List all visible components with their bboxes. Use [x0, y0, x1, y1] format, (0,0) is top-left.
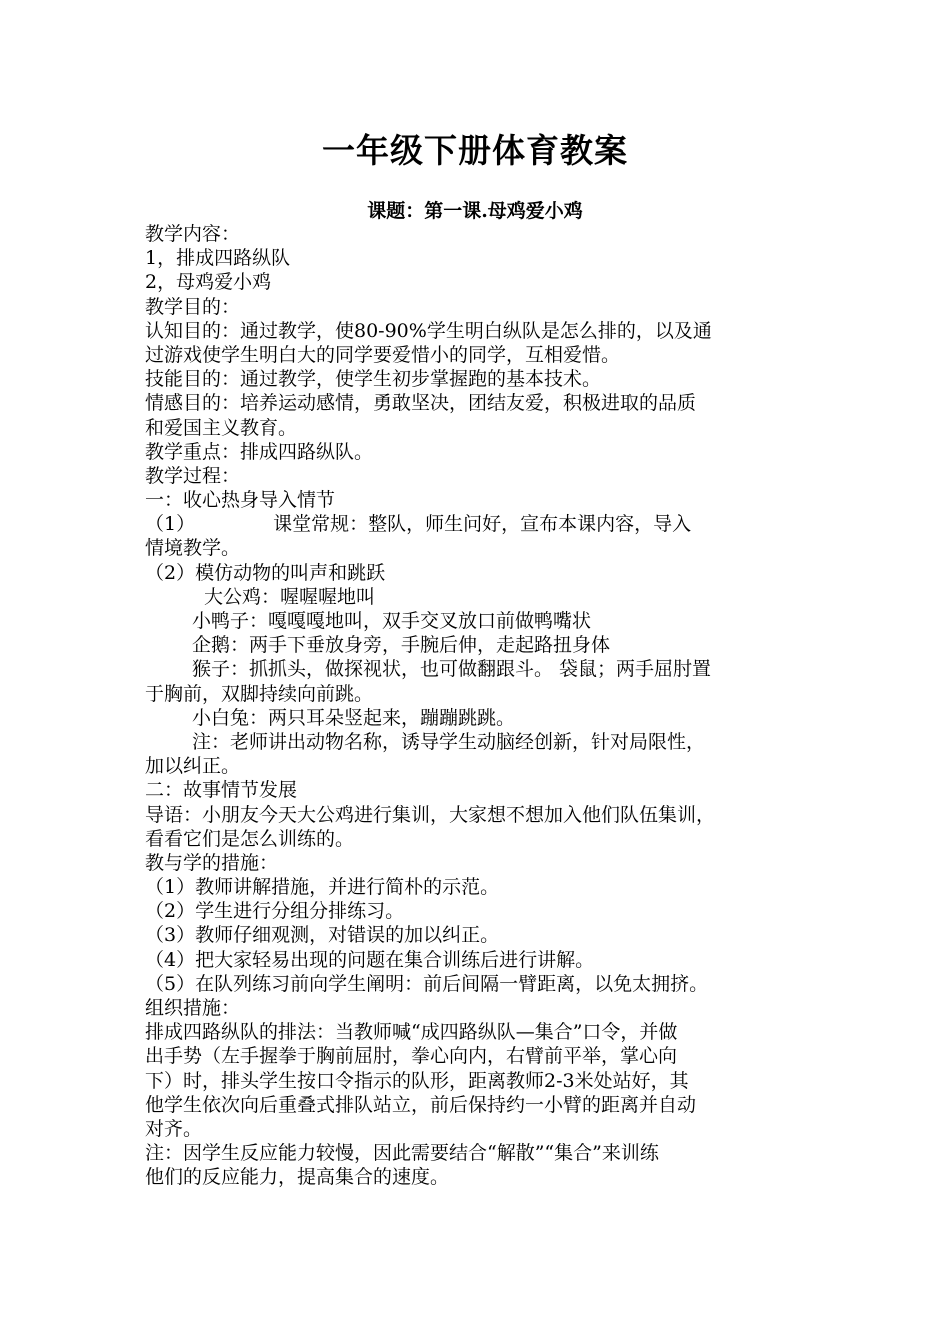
text-line: 和爱国主义教育。: [145, 416, 298, 439]
text-line: 教与学的措施：: [145, 851, 279, 874]
text-line: 一：收心热身导入情节: [145, 489, 336, 512]
text-line: （3）教师仔细观测，对错误的加以纠正。: [145, 924, 500, 947]
document-title: 一年级下册体育教案: [322, 131, 628, 170]
text-line: 大公鸡：喔喔喔地叫: [204, 585, 376, 608]
text-line: 二：故事情节发展: [145, 779, 298, 802]
text-line: （1）教师讲解措施，并进行简朴的示范。: [145, 876, 500, 899]
text-line: 情感目的：培养运动感情，勇敢坚决，团结友爱，积极进取的品质: [145, 392, 697, 415]
text-line: 导语：小朋友今天大公鸡进行集训，大家想不想加入他们队伍集训，: [145, 803, 716, 826]
text-line: 他学生依次向后重叠式排队站立，前后保持约一小臂的距离并自动: [145, 1093, 697, 1116]
lesson-subtitle: 课题：第一课.母鸡爱小鸡: [367, 200, 583, 222]
text-line: （5）在队列练习前向学生阐明：前后间隔一臂距离，以免太拥挤。: [145, 972, 709, 995]
text-line: 教学目的：: [145, 295, 241, 318]
document-body: [145, 222, 815, 1190]
text-line: 企鹅：两手下垂放身旁，手腕后伸，走起路扭身体: [192, 634, 611, 657]
text-line: 组织措施：: [145, 997, 241, 1019]
text-line: （4）把大家轻易出现的问题在集合训练后进行讲解。: [145, 948, 595, 971]
item-text: 课堂常规：整队，师生问好，宣布本课内容，导入: [273, 513, 692, 536]
text-line: （2）学生进行分组分排练习。: [145, 900, 405, 923]
text-line: 情境教学。: [145, 537, 241, 560]
text-line: 教学内容：: [145, 223, 241, 245]
text-line: 技能目的：通过教学，使学生初步掌握跑的基本技术。: [145, 368, 602, 391]
text-line: 注：因学生反应能力较慢，因此需要结合“解散”“集合”来训练: [145, 1142, 659, 1165]
text-line: 他们的反应能力，提高集合的速度。: [145, 1166, 450, 1189]
text-line: 教学重点：排成四路纵队。: [145, 440, 374, 463]
item-number: （1）: [145, 513, 196, 536]
text-line: 注：老师讲出动物名称，诱导学生动脑经创新，针对局限性，: [192, 730, 706, 753]
text-line: （2）模仿动物的叫声和跳跃: [145, 561, 386, 584]
text-line: [145, 512, 815, 536]
text-line: 加以纠正。: [145, 755, 241, 778]
text-line: 1，排成四路纵队: [145, 247, 291, 270]
text-line: 看看它们是怎么训练的。: [145, 827, 355, 850]
text-line: 猴子：抓抓头，做探视状，也可做翻跟斗。 袋鼠；两手屈肘置: [192, 658, 712, 681]
text-line: 出手势（左手握拳于胸前屈肘，拳心向内，右臂前平举，掌心向: [145, 1045, 678, 1068]
text-line: 教学过程：: [145, 464, 241, 487]
text-line: 小白兔：两只耳朵竖起来，蹦蹦跳跳。: [192, 706, 516, 729]
text-line: 对齐。: [145, 1117, 203, 1140]
text-line: 2，母鸡爱小鸡: [145, 271, 272, 294]
text-line: 下）时，排头学生按口令指示的队形，距离教师2-3米处站好，其: [145, 1069, 689, 1092]
text-line: 于胸前，双脚持续向前跳。: [145, 682, 374, 705]
text-line: 认知目的：通过教学，使80-90%学生明白纵队是怎么排的，以及通: [145, 319, 712, 342]
text-line: 过游戏使学生明白大的同学要爱惜小的同学，互相爱惜。: [145, 343, 621, 366]
text-line: 小鸭子：嘎嘎嘎地叫，双手交叉放口前做鸭嘴状: [192, 610, 592, 632]
text-line: 排成四路纵队的排法：当教师喊“成四路纵队—集合”口令，并做: [145, 1021, 678, 1044]
